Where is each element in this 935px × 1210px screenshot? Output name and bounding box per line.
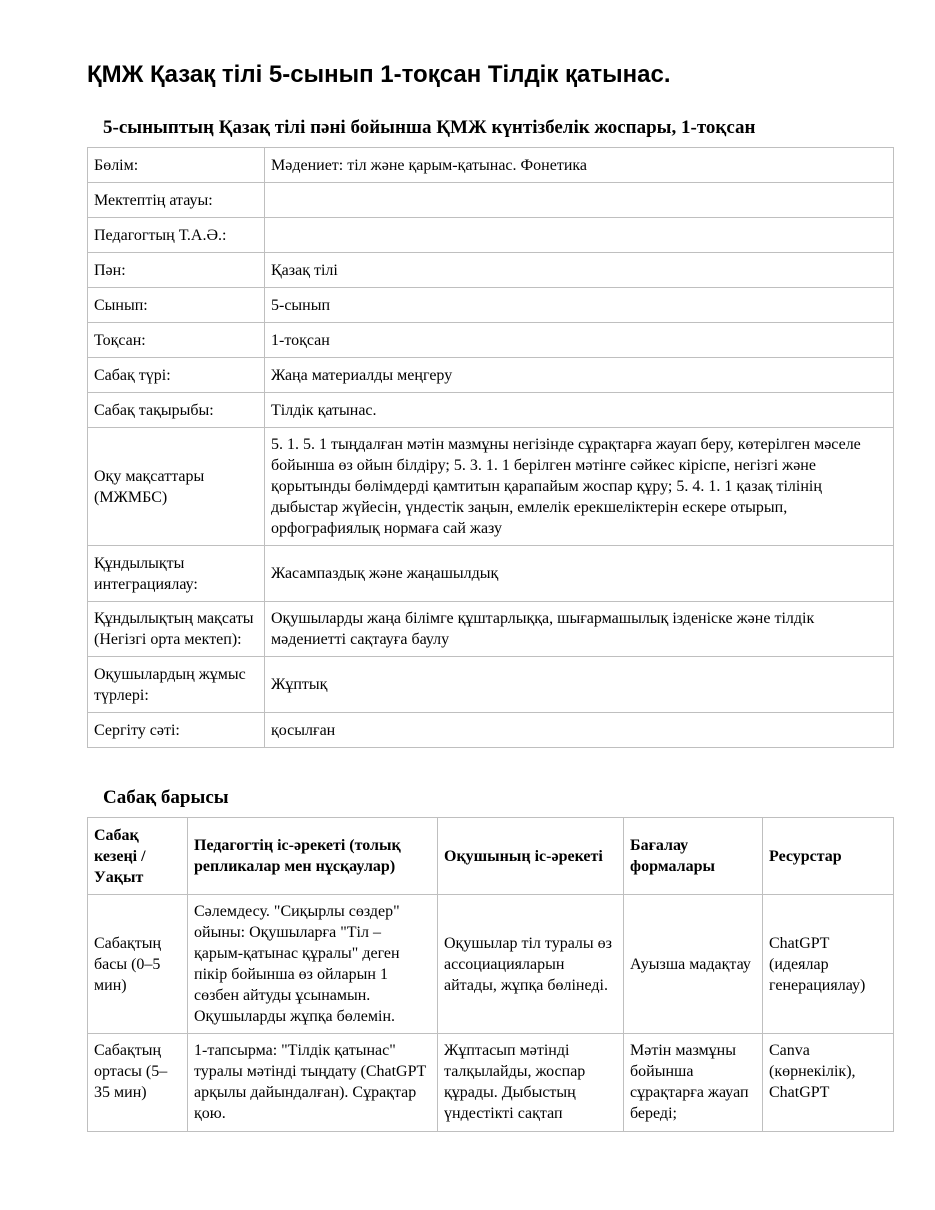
row-label: Оқу мақсаттары (МЖМБС) (88, 428, 265, 546)
table-row (88, 253, 894, 288)
row-label: Сергіту сәті: (88, 713, 265, 748)
cell-stage: Сабақтың ортасы (5–35 мин) (88, 1034, 188, 1132)
cell-assessment: Мәтін мазмұны бойынша сұрақтарға жауап береді; (624, 1034, 763, 1132)
process-title: Сабақ барысы (103, 787, 229, 808)
row-label: Құндылықты интеграциялау: (88, 546, 265, 602)
row-value: Қазақ тілі (265, 253, 894, 288)
row-value: 1-тоқсан (265, 323, 894, 358)
table-row (88, 602, 894, 657)
table-row (88, 713, 894, 748)
row-label: Сынып: (88, 288, 265, 323)
row-value: Мәдениет: тіл және қарым-қатынас. Фонетика (265, 148, 894, 183)
table-row (88, 218, 894, 253)
row-value: Жұптық (265, 657, 894, 713)
row-value (265, 183, 894, 218)
row-value: 5-сынып (265, 288, 894, 323)
row-label: Бөлім: (88, 148, 265, 183)
cell-student: Жұптасып мәтінді талқылайды, жоспар құрады. Дыбыстың үндестікті сақтап (438, 1034, 624, 1132)
cell-teacher: Сәлемдесу. "Сиқырлы сөздер" ойыны: Оқушыларға "Тіл – қарым-қатынас құралы" деген пікір бойынша өз ойларын 1 сөзбен айтуды ұсынамын. Оқушыларды жұпқа бөлемін. (188, 895, 438, 1034)
cell-teacher: 1-тапсырма: "Тілдік қатынас" туралы мәтінді тыңдату (ChatGPT арқылы дайындалған). Сұрақтар қою. (188, 1034, 438, 1132)
table-header-row (88, 818, 894, 895)
lesson-info-table (87, 147, 894, 748)
row-value: 5. 1. 5. 1 тыңдалған мәтін мазмұны негізінде сұрақтарға жауап беру, көтерілген мәселе бойынша өз ойын білдіру; 5. 3. 1. 1 берілген мәтінге сәйкес кіріспе, негізгі және қорытынды бөлімдерді қамтитын қарапайым жоспар құру; 5. 4. 1. 1 қазақ тілінің дыбыстар жүйесін, үндестік заңын, емлелік ерекшеліктерін ескере отырып, орфографиялық нормаға сай жазу (265, 428, 894, 546)
table-row (88, 895, 894, 1034)
row-label: Сабақ түрі: (88, 358, 265, 393)
table-row (88, 1034, 894, 1132)
table-row (88, 657, 894, 713)
table-row (88, 148, 894, 183)
row-label: Тоқсан: (88, 323, 265, 358)
cell-resources: ChatGPT (идеялар генерациялау) (763, 895, 894, 1034)
row-label: Мектептің атауы: (88, 183, 265, 218)
row-label: Сабақ тақырыбы: (88, 393, 265, 428)
table-row (88, 183, 894, 218)
row-label: Құндылықтың мақсаты (Негізгі орта мектеп): (88, 602, 265, 657)
row-value: Оқушыларды жаңа білімге құштарлыққа, шығармашылық ізденіске және тілдік мәдениетті сақтауға баулу (265, 602, 894, 657)
cell-assessment: Ауызша мадақтау (624, 895, 763, 1034)
header-teacher: Педагогтің іс-әрекеті (толық репликалар мен нұсқаулар) (188, 818, 438, 895)
plan-title: 5-сыныптың Қазақ тілі пәні бойынша ҚМЖ күнтізбелік жоспары, 1-тоқсан (103, 117, 756, 138)
header-assessment: Бағалау формалары (624, 818, 763, 895)
row-label: Оқушылардың жұмыс түрлері: (88, 657, 265, 713)
header-resources: Ресурстар (763, 818, 894, 895)
header-stage: Сабақ кезеңі / Уақыт (88, 818, 188, 895)
row-label: Пән: (88, 253, 265, 288)
row-value: Жаңа материалды меңгеру (265, 358, 894, 393)
cell-stage: Сабақтың басы (0–5 мин) (88, 895, 188, 1034)
row-value: Жасампаздық және жаңашылдық (265, 546, 894, 602)
cell-resources: Canva (көрнекілік), ChatGPT (763, 1034, 894, 1132)
page-title: ҚМЖ Қазақ тілі 5-сынып 1-тоқсан Тілдік қатынас. (87, 61, 671, 88)
row-label: Педагогтың Т.А.Ә.: (88, 218, 265, 253)
header-student: Оқушының іс-әрекеті (438, 818, 624, 895)
table-row (88, 428, 894, 546)
row-value: Тілдік қатынас. (265, 393, 894, 428)
table-row (88, 358, 894, 393)
table-row (88, 323, 894, 358)
row-value (265, 218, 894, 253)
lesson-process-table (87, 817, 894, 1132)
table-row (88, 546, 894, 602)
row-value: қосылған (265, 713, 894, 748)
table-row (88, 393, 894, 428)
table-row (88, 288, 894, 323)
cell-student: Оқушылар тіл туралы өз ассоциацияларын айтады, жұпқа бөлінеді. (438, 895, 624, 1034)
